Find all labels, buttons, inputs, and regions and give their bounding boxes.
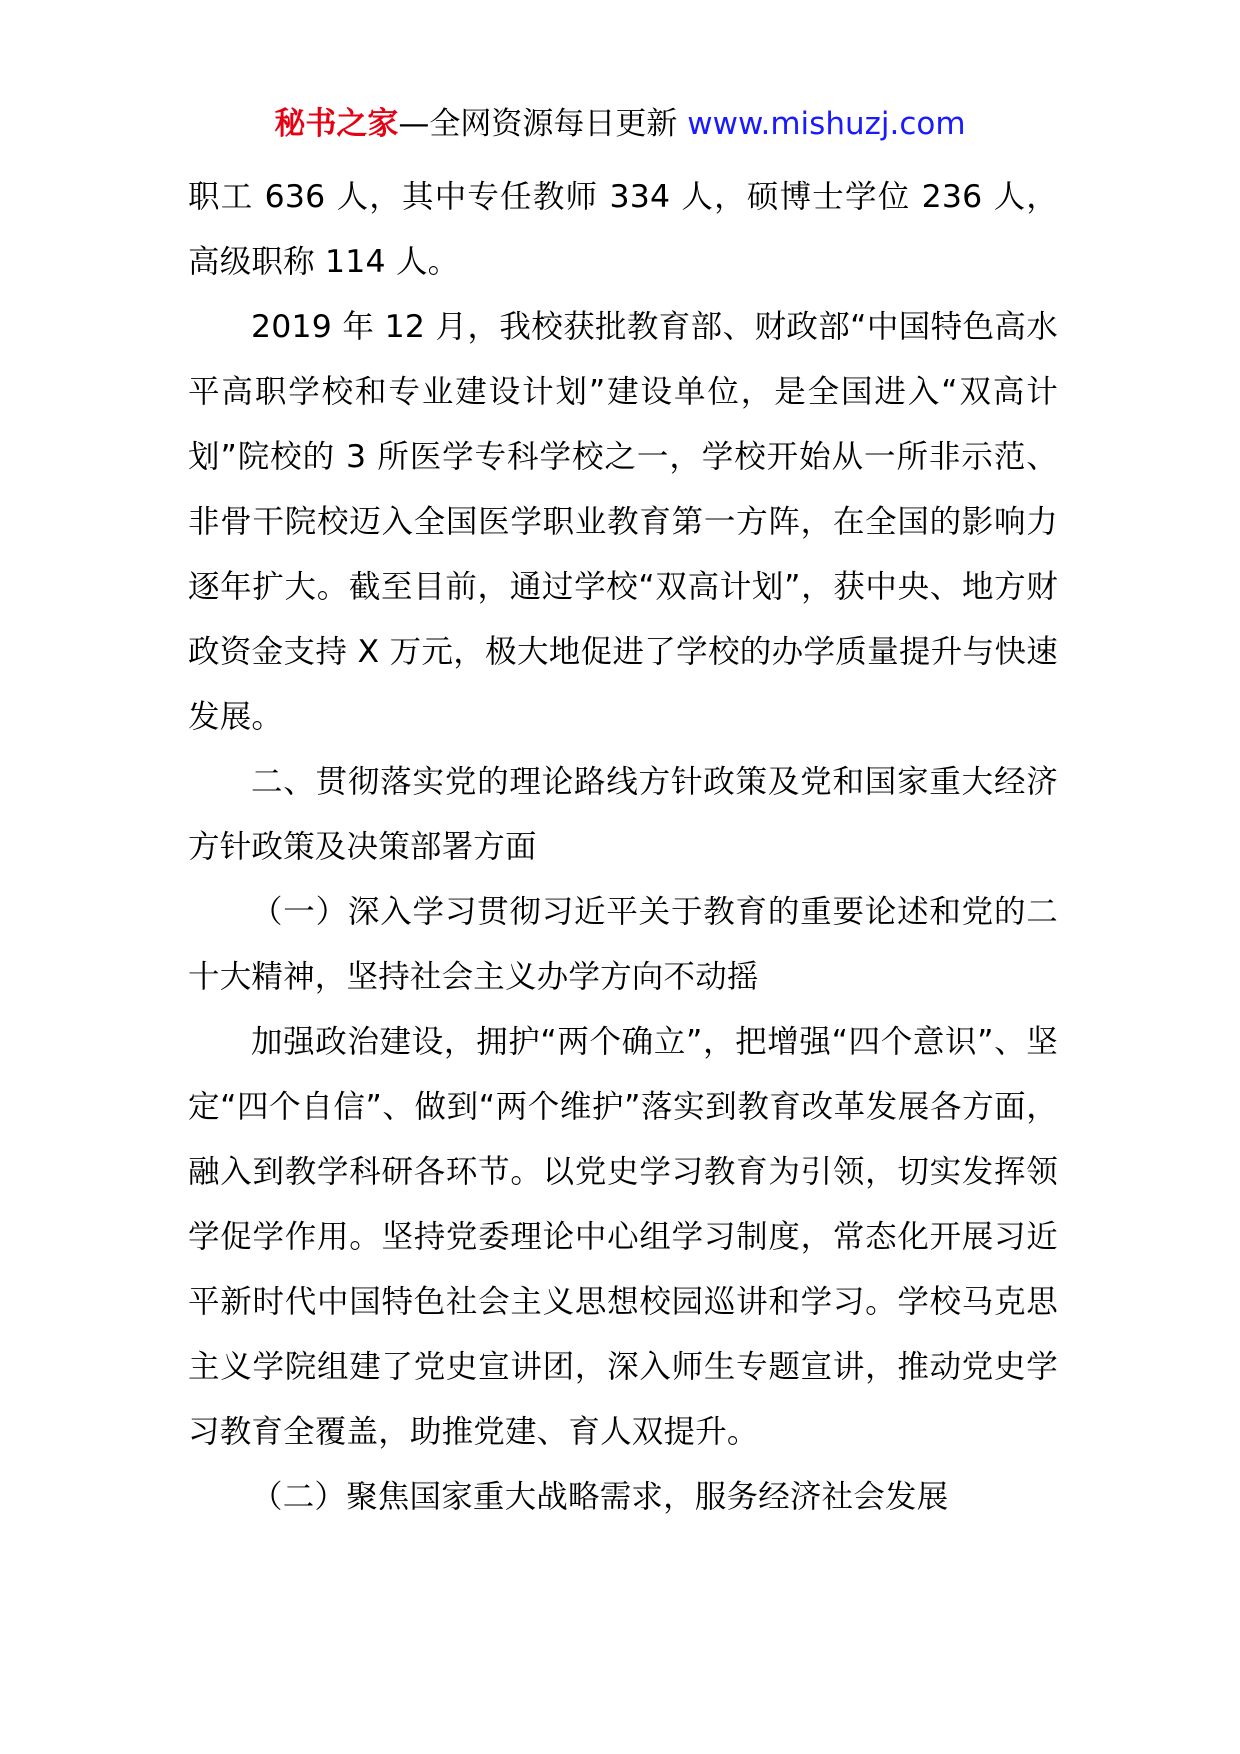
subsection-heading-2: （二）聚焦国家重大战略需求，服务经济社会发展 [251, 1479, 949, 1515]
paragraph-staff-count: 职工 636 人，其中专任教师 334 人，硕博士学位 236 人，高级职称 114 人。 [188, 179, 1058, 280]
section-heading-2: 二、贯彻落实党的理论路线方针政策及党和国家重大经济方针政策及决策部署方面 [188, 764, 1058, 865]
header-site-link[interactable]: www.mishuzj.com [687, 106, 966, 142]
document-body [188, 165, 1058, 1530]
header-slogan: —全网资源每日更新 [398, 106, 688, 142]
page-header [0, 102, 1240, 146]
subsection-heading-1: （一）深入学习贯彻习近平关于教育的重要论述和党的二十大精神，坚持社会主义办学方向不动摇 [188, 894, 1058, 995]
paragraph-double-high-plan: 2019 年 12 月，我校获批教育部、财政部“中国特色高水平高职学校和专业建设计划”建设单位，是全国进入“双高计划”院校的 3 所医学专科学校之一，学校开始从一所非示范、非骨干院校迈入全国医学职业教育第一方阵，在全国的影响力逐年扩大。截至目前，通过学校“双高计划”，获中央、地方财政资金支持 X 万元，极大地促进了学校的办学质量提升与快速发展。 [188, 309, 1058, 735]
paragraph-political-building: 加强政治建设，拥护“两个确立”，把增强“四个意识”、坚定“四个自信”、做到“两个维护”落实到教育改革发展各方面，融入到教学科研各环节。以党史学习教育为引领，切实发挥领学促学作用。坚持党委理论中心组学习制度，常态化开展习近平新时代中国特色社会主义思想校园巡讲和学习。学校马克思主义学院组建了党史宣讲团，深入师生专题宣讲，推动党史学习教育全覆盖，助推党建、育人双提升。 [188, 1024, 1058, 1450]
header-brand: 秘书之家 [274, 106, 399, 142]
